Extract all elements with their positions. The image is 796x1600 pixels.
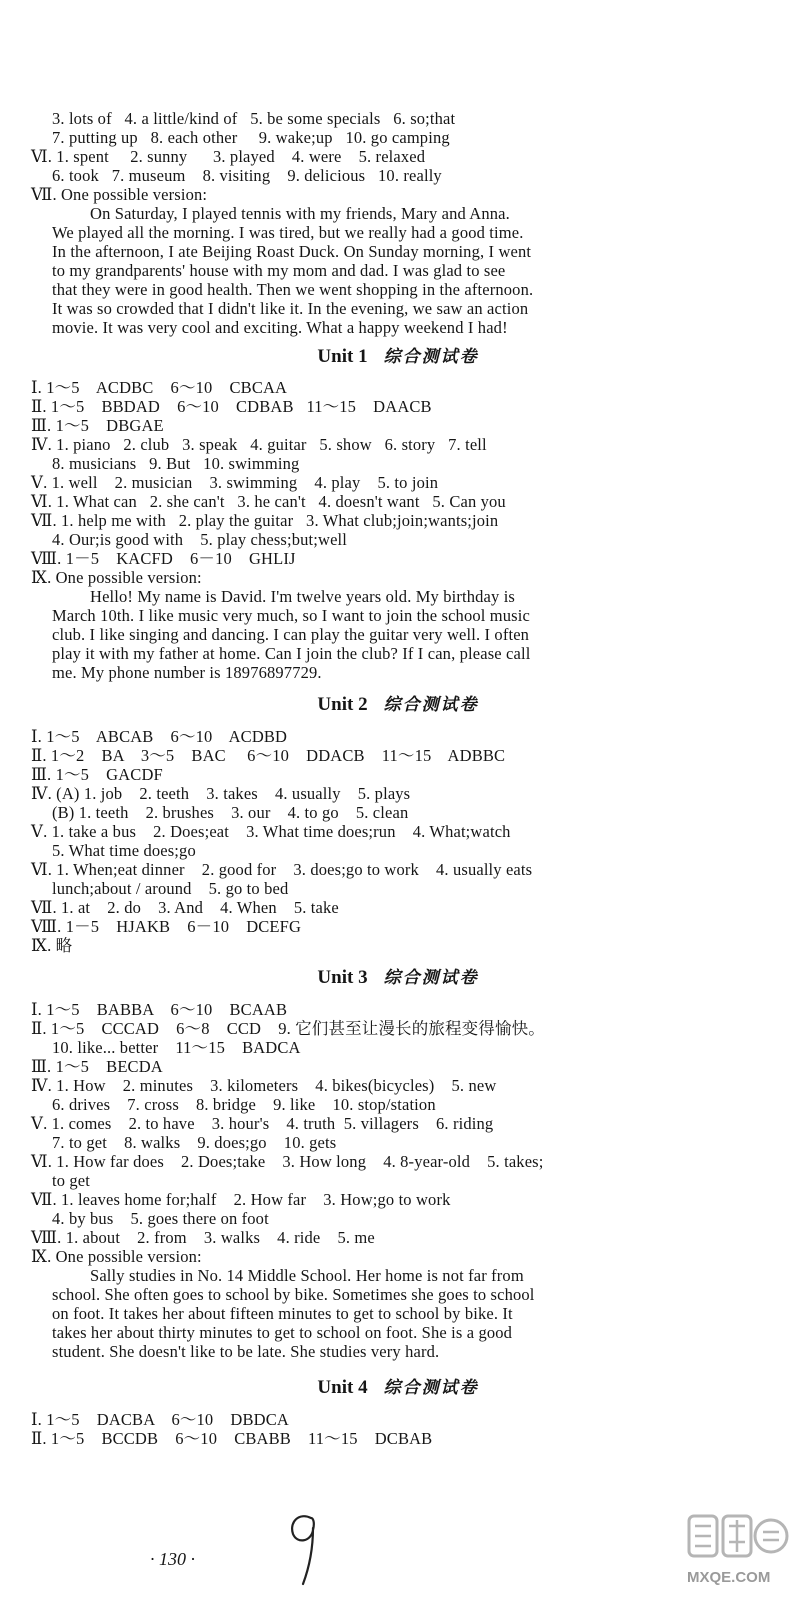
essay-line: school. She often goes to school by bike. Sometimes she goes to school (52, 1285, 535, 1304)
answer-line: Ⅴ. 1. take a bus 2. Does;eat 3. What time does;run 4. What;watch (31, 822, 511, 841)
answer-line: Ⅰ. 1～5 ABCAB 6～10 ACDBD (31, 727, 288, 746)
answer-line: (B) 1. teeth 2. brushes 3. our 4. to go 5. clean (52, 803, 409, 822)
answer-line: Ⅵ. 1. How far does 2. Does;take 3. How long 4. 8-year-old 5. takes; (31, 1152, 544, 1171)
essay-line: on foot. It takes her about fifteen minutes to get to school by bike. It (52, 1304, 513, 1323)
answer-line: Ⅱ. 1～2 BA 3～5 BAC 6～10 DDACB 11～15 ADBBC (31, 746, 506, 765)
answer-line: Ⅳ. 1. How 2. minutes 3. kilometers 4. bikes(bicycles) 5. new (31, 1076, 497, 1095)
answer-line: to get (52, 1171, 91, 1190)
answer-line: Ⅷ. 1. about 2. from 3. walks 4. ride 5. me (31, 1228, 375, 1247)
essay-line: play it with my father at home. Can I join the club? If I can, please call (52, 644, 531, 663)
answer-line: Ⅶ. 1. help me with 2. play the guitar 3. What club;join;wants;join (31, 511, 499, 530)
essay-line: On Saturday, I played tennis with my friends, Mary and Anna. (90, 204, 510, 223)
answer-line: 7. to get 8. walks 9. does;go 10. gets (52, 1133, 337, 1152)
essay-line: March 10th. I like music very much, so I want to join the school music (52, 606, 530, 625)
answer-line: 3. lots of 4. a little/kind of 5. be some specials 6. so;that (52, 109, 456, 128)
answer-line: Ⅱ. 1～5 CCCAD 6～8 CCD 9. 它们甚至让漫长的旅程变得愉快。 (31, 1019, 545, 1038)
answer-line: Ⅶ. 1. leaves home for;half 2. How far 3. How;go to work (31, 1190, 451, 1209)
unit-title: Unit 3 综合测试卷 (317, 967, 479, 988)
answer-line: Ⅲ. 1～5 GACDF (31, 765, 163, 784)
watermark-site-text: MXQE.COM (687, 1569, 771, 1586)
watermark-logo (683, 1510, 791, 1592)
essay-line: student. She doesn't like to be late. She studies very hard. (52, 1342, 440, 1361)
answer-line: Ⅴ. 1. comes 2. to have 3. hour's 4. truth 5. villagers 6. riding (31, 1114, 494, 1133)
section-ix-heading: Ⅸ. One possible version: (31, 1247, 202, 1266)
answer-line: 4. by bus 5. goes there on foot (52, 1209, 269, 1228)
answer-line: 10. like... better 11～15 BADCA (52, 1038, 301, 1057)
page-number: · 130 · (150, 1549, 195, 1569)
essay-line: We played all the morning. I was tired, but we really had a good time. (52, 223, 524, 242)
answer-line: Ⅸ. 略 (31, 936, 73, 955)
answer-line: Ⅱ. 1～5 BCCDB 6～10 CBABB 11～15 DCBAB (31, 1429, 433, 1448)
essay-line: Hello! My name is David. I'm twelve years old. My birthday is (90, 587, 516, 606)
essay-line: It was so crowded that I didn't like it. In the evening, we saw an action (52, 299, 529, 318)
essay-line: me. My phone number is 18976897729. (52, 663, 322, 682)
answer-line: Ⅵ. 1. What can 2. she can't 3. he can't 4. doesn't want 5. Can you (31, 492, 506, 511)
answer-line: 6. drives 7. cross 8. bridge 9. like 10. stop/station (52, 1095, 436, 1114)
essay-line: In the afternoon, I ate Beijing Roast Duck. On Sunday morning, I went (52, 242, 532, 261)
essay-line: that they were in good health. Then we went shopping in the afternoon. (52, 280, 534, 299)
answer-line: 8. musicians 9. But 10. swimming (52, 454, 300, 473)
essay-line: takes her about thirty minutes to get to school on foot. She is a good (52, 1323, 513, 1342)
section-vi-line: Ⅵ. 1. spent 2. sunny 3. played 4. were 5. relaxed (31, 147, 426, 166)
answer-line: Ⅳ. 1. piano 2. club 3. speak 4. guitar 5. show 6. story 7. tell (31, 435, 487, 454)
answer-line: Ⅰ. 1～5 ACDBC 6～10 CBCAA (31, 378, 288, 397)
answer-line: Ⅰ. 1～5 BABBA 6～10 BCAAB (31, 1000, 288, 1019)
section-ix-heading: Ⅸ. One possible version: (31, 568, 202, 587)
answer-line: Ⅵ. 1. When;eat dinner 2. good for 3. does;go to work 4. usually eats (31, 860, 533, 879)
unit-title: Unit 1 综合测试卷 (317, 346, 479, 367)
handwritten-nine-mark (285, 1508, 325, 1588)
answer-line: Ⅷ. 1－5 HJAKB 6－10 DCEFG (31, 917, 302, 936)
unit-title: Unit 4 综合测试卷 (317, 1377, 479, 1398)
answer-line: 4. Our;is good with 5. play chess;but;well (52, 530, 348, 549)
essay-line: club. I like singing and dancing. I can play the guitar very well. I often (52, 625, 530, 644)
answer-line: 7. putting up 8. each other 9. wake;up 10. go camping (52, 128, 450, 147)
essay-line: Sally studies in No. 14 Middle School. Her home is not far from (90, 1266, 524, 1285)
essay-line: to my grandparents' house with my mom and dad. I was glad to see (52, 261, 506, 280)
answer-line: Ⅴ. 1. well 2. musician 3. swimming 4. play 5. to join (31, 473, 439, 492)
answer-line: Ⅱ. 1～5 BBDAD 6～10 CDBAB 11～15 DAACB (31, 397, 432, 416)
answer-line: Ⅲ. 1～5 BECDA (31, 1057, 163, 1076)
essay-line: movie. It was very cool and exciting. What a happy weekend I had! (52, 318, 508, 337)
answer-line: 6. took 7. museum 8. visiting 9. delicious 10. really (52, 166, 442, 185)
answer-line: Ⅷ. 1－5 KACFD 6－10 GHLIJ (31, 549, 296, 568)
unit-title: Unit 2 综合测试卷 (317, 694, 479, 715)
section-vii-heading: Ⅶ. One possible version: (31, 185, 208, 204)
answer-line: Ⅰ. 1～5 DACBA 6～10 DBDCA (31, 1410, 289, 1429)
answer-line: Ⅳ. (A) 1. job 2. teeth 3. takes 4. usually 5. plays (31, 784, 411, 803)
answer-line: lunch;about / around 5. go to bed (52, 879, 289, 898)
answer-line: Ⅶ. 1. at 2. do 3. And 4. When 5. take (31, 898, 339, 917)
answer-line: Ⅲ. 1～5 DBGAE (31, 416, 164, 435)
answer-line: 5. What time does;go (52, 841, 196, 860)
